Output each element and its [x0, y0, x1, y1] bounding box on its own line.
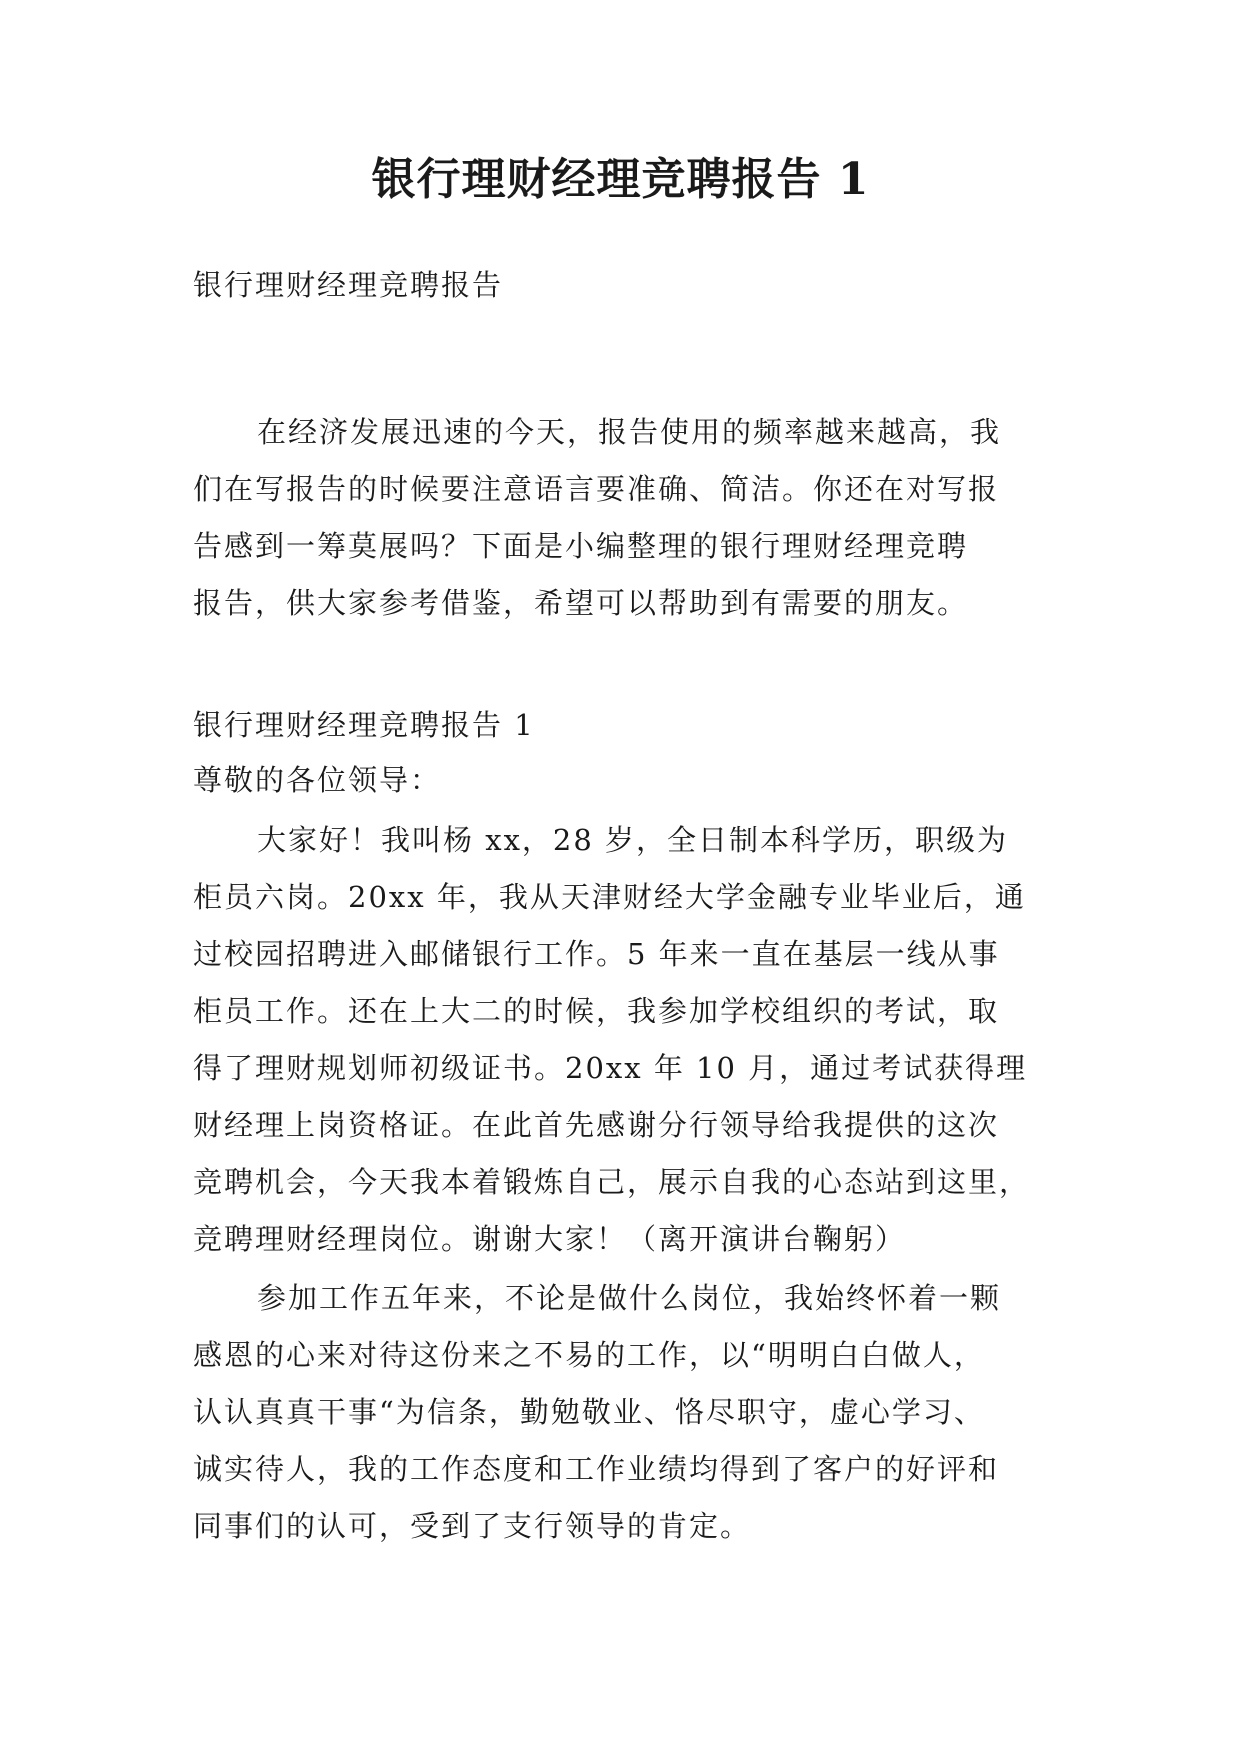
intro-line: 们在写报告的时候要注意语言要准确、简洁。你还在对写报 — [193, 472, 1000, 506]
paragraph-line: 认认真真干事“为信条，勤勉敬业、恪尽职守，虚心学习、 — [193, 1395, 985, 1429]
salutation: 尊敬的各位领导： — [193, 763, 442, 797]
paragraph-line: 竞聘机会，今天我本着锻炼自己，展示自我的心态站到这里， — [193, 1165, 1031, 1199]
body-paragraph-1 — [193, 812, 1053, 1268]
paragraph-line: 参加工作五年来，不论是做什么岗位，我始终怀着一颗 — [257, 1281, 1002, 1315]
paragraph-line: 得了理财规划师初级证书。20xx 年 10 月，通过考试获得理 — [193, 1051, 1028, 1085]
intro-line: 在经济发展迅速的今天，报告使用的频率越来越高，我 — [257, 415, 1002, 449]
body-paragraph-2 — [193, 1270, 1053, 1555]
document-title: 银行理财经理竞聘报告 1 — [371, 154, 870, 205]
paragraph-line: 柜员工作。还在上大二的时候，我参加学校组织的考试，取 — [193, 994, 1000, 1028]
intro-line: 报告，供大家参考借鉴，希望可以帮助到有需要的朋友。 — [193, 586, 969, 620]
paragraph-line: 竞聘理财经理岗位。谢谢大家！（离开演讲台鞠躬） — [193, 1222, 907, 1256]
intro-paragraph — [193, 404, 1053, 632]
paragraph-line: 柜员六岗。20xx 年，我从天津财经大学金融专业毕业后，通 — [193, 880, 1026, 914]
section-heading: 银行理财经理竞聘报告 1 — [193, 708, 535, 742]
paragraph-line: 过校园招聘进入邮储银行工作。5 年来一直在基层一线从事 — [193, 937, 1000, 971]
paragraph-line: 大家好！我叫杨 xx，28 岁，全日制本科学历，职级为 — [257, 823, 1009, 857]
paragraph-line: 诚实待人，我的工作态度和工作业绩均得到了客户的好评和 — [193, 1452, 1000, 1486]
document-subtitle: 银行理财经理竞聘报告 — [193, 268, 504, 302]
paragraph-line: 同事们的认可，受到了支行领导的肯定。 — [193, 1509, 752, 1543]
intro-line: 告感到一筹莫展吗？下面是小编整理的银行理财经理竞聘 — [193, 529, 969, 563]
paragraph-line: 感恩的心来对待这份来之不易的工作，以“明明白白做人， — [193, 1338, 985, 1372]
paragraph-line: 财经理上岗资格证。在此首先感谢分行领导给我提供的这次 — [193, 1108, 1000, 1142]
